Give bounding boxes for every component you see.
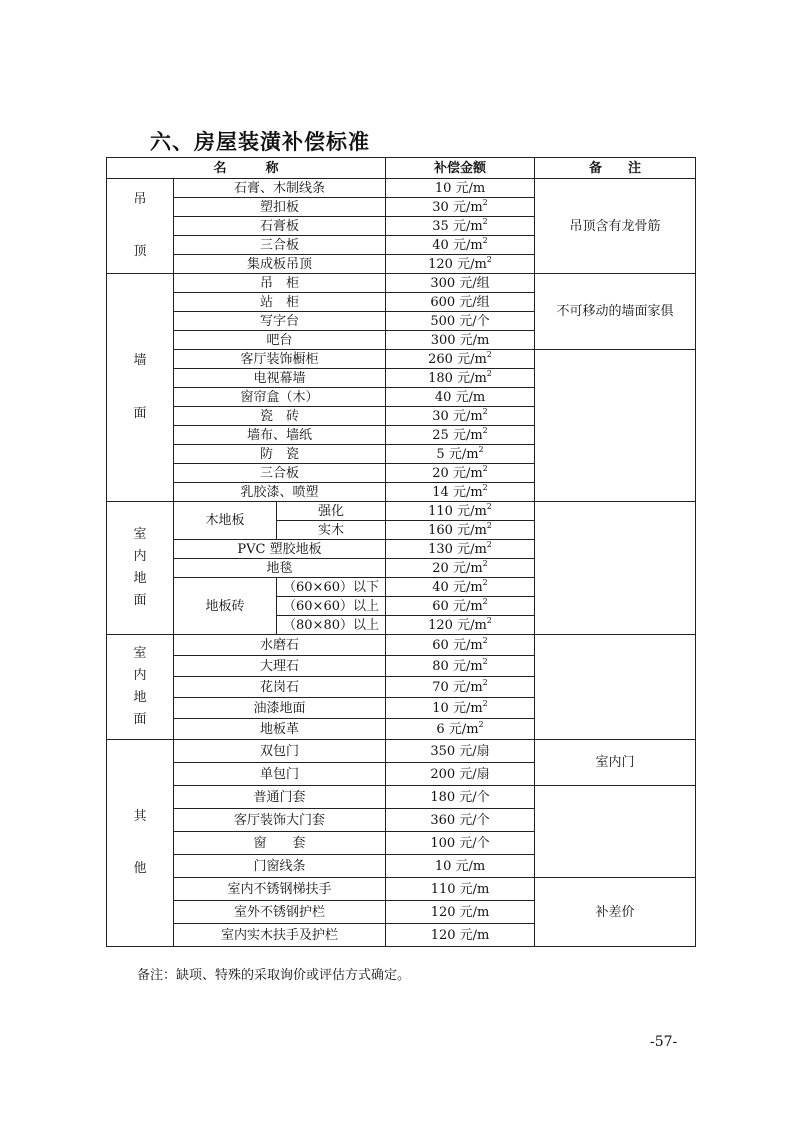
amount-cell	[386, 878, 535, 901]
page-number: -57-	[650, 1034, 678, 1050]
category-char: 面	[133, 712, 147, 728]
category-cell	[107, 740, 174, 947]
amount-cell-text: 30 元/m	[432, 199, 483, 215]
amount-cell-text: 120 元/m	[430, 927, 490, 943]
amount-cell-text: 200 元/扇	[430, 766, 490, 782]
amount-cell-text: 130 元/m	[428, 541, 487, 557]
item-name	[174, 255, 386, 274]
category-char: 顶	[133, 244, 147, 259]
amount-cell-text: 25 元/m	[432, 427, 483, 443]
amount-cell	[386, 521, 535, 540]
amount-cell-text: 120 元/m	[430, 904, 490, 920]
table-row	[107, 635, 696, 656]
amount-cell	[386, 426, 535, 445]
unit-superscript: 2	[482, 635, 488, 645]
amount-cell	[386, 464, 535, 483]
item-name	[174, 350, 386, 369]
unit-superscript: 2	[486, 368, 492, 378]
amount-cell	[386, 901, 535, 924]
item-name	[174, 179, 386, 198]
amount-cell-text: 20 元/m	[432, 560, 483, 576]
category-char: 室	[133, 526, 147, 542]
item-name	[174, 236, 386, 255]
category-char: 面	[133, 405, 147, 421]
amount-cell-text: 80 元/m	[432, 658, 483, 674]
item-name-text: 瓷 砖	[260, 408, 300, 424]
category-cell	[107, 179, 174, 274]
amount-cell	[386, 740, 535, 763]
amount-cell-text: 60 元/m	[432, 598, 483, 614]
item-name	[174, 677, 386, 698]
spacer	[107, 211, 173, 241]
amount-cell	[386, 677, 535, 698]
item-name	[174, 198, 386, 217]
amount-cell-text: 120 元/m	[428, 617, 487, 633]
item-name-text: 站 柜	[260, 294, 300, 310]
remark-cell-text: 吊顶含有龙骨筋	[569, 218, 661, 234]
page-title: 六、房屋装潢补偿标准	[150, 130, 370, 154]
amount-cell	[386, 656, 535, 677]
item-name-text: （80×80）以上	[283, 617, 379, 633]
item-name	[174, 331, 386, 350]
table-row	[107, 878, 696, 901]
amount-cell	[386, 293, 535, 312]
item-name	[174, 786, 386, 809]
amount-cell-text: 70 元/m	[432, 679, 483, 695]
item-name	[174, 274, 386, 293]
remark-cell-empty	[535, 502, 696, 635]
item-name	[174, 559, 386, 578]
category-cell	[107, 502, 174, 635]
amount-cell-text: 120 元/m	[428, 256, 487, 272]
category-char: 他	[133, 861, 147, 876]
remark-cell-text: 补差价	[595, 904, 635, 920]
amount-cell-text: 5 元/m	[436, 446, 479, 462]
item-name	[174, 763, 386, 786]
item-name	[174, 445, 386, 464]
item-name-text: 客厅装饰大门套	[234, 812, 326, 828]
item-name-text: 电视幕墙	[253, 370, 306, 386]
category-cell	[107, 274, 174, 502]
unit-superscript: 2	[486, 520, 492, 530]
item-name-text: 实木	[318, 522, 345, 538]
amount-cell	[386, 698, 535, 719]
category-char: 内	[133, 548, 147, 564]
item-name-text: 吧台	[266, 332, 293, 348]
item-name	[174, 483, 386, 502]
header-amount	[386, 158, 535, 179]
item-name-text: 花岗石	[260, 679, 300, 695]
item-name-text: 窗 套	[253, 835, 306, 851]
amount-cell	[386, 445, 535, 464]
amount-cell	[386, 502, 535, 521]
category-char: 地	[133, 571, 147, 586]
item-name-text: 石膏、木制线条	[234, 180, 326, 196]
item-name-text: 墙布、墙纸	[247, 427, 313, 443]
item-name-text: 地板革	[260, 721, 300, 737]
amount-cell-text: 10 元/m	[432, 700, 483, 716]
amount-cell	[386, 809, 535, 832]
item-name-text: 地毯	[266, 560, 293, 576]
item-name-text: PVC 塑胶地板	[237, 541, 322, 557]
item-name	[174, 901, 386, 924]
amount-cell-text: 20 元/m	[432, 465, 483, 481]
item-name	[174, 407, 386, 426]
item-name	[174, 832, 386, 855]
amount-cell	[386, 786, 535, 809]
item-name	[174, 293, 386, 312]
amount-cell-text: 40 元/m	[432, 579, 483, 595]
unit-superscript: 2	[482, 482, 488, 492]
amount-cell-text: 14 元/m	[432, 484, 483, 500]
amount-cell-text: 260 元/m	[428, 351, 487, 367]
item-name-text: 室内不锈钢梯扶手	[227, 881, 332, 897]
table-row	[107, 502, 696, 521]
item-name	[174, 635, 386, 656]
item-name-text: 吊 柜	[260, 275, 300, 291]
unit-superscript: 2	[482, 698, 488, 708]
category-char: 地	[133, 690, 147, 705]
unit-superscript: 2	[482, 577, 488, 587]
amount-cell-text: 600 元/组	[430, 294, 490, 310]
item-name-text: 单包门	[260, 766, 300, 782]
amount-cell	[386, 255, 535, 274]
item-name-text: 三合板	[260, 465, 300, 481]
category-cell	[107, 635, 174, 740]
amount-cell-text: 180 元/个	[430, 789, 490, 805]
table-row	[107, 158, 696, 179]
subgroup-label	[174, 502, 277, 540]
item-name-text: 乳胶漆、喷塑	[240, 484, 319, 500]
header-name	[107, 158, 386, 179]
remark-cell-empty	[535, 635, 696, 740]
remark-cell-text: 不可移动的墙面家俱	[556, 304, 674, 319]
compensation-table	[106, 157, 696, 947]
amount-cell-text: 10 元/m	[434, 858, 486, 874]
unit-superscript: 2	[478, 719, 484, 729]
unit-superscript: 2	[482, 197, 488, 207]
amount-cell-text: 110 元/m	[430, 881, 490, 897]
amount-cell-text: 500 元/个	[430, 313, 490, 329]
unit-superscript: 2	[482, 656, 488, 666]
amount-cell-text: 40 元/m	[434, 389, 486, 405]
unit-superscript: 2	[486, 254, 492, 264]
remark-cell	[535, 274, 696, 350]
item-name	[174, 924, 386, 947]
item-name-text: 客厅装饰橱柜	[240, 351, 319, 367]
header-amount-text: 补偿金额	[434, 160, 487, 176]
unit-superscript: 2	[482, 235, 488, 245]
header-name-text: 名 称	[213, 160, 279, 176]
spacer	[107, 373, 173, 403]
item-name-text: （60×60）以下	[283, 579, 379, 595]
amount-cell	[386, 217, 535, 236]
amount-cell	[386, 855, 535, 878]
category-char: 面	[133, 593, 147, 609]
item-name	[277, 521, 386, 540]
amount-cell	[386, 350, 535, 369]
header-remark-text: 备 注	[589, 160, 642, 176]
item-name-text: 集成板吊顶	[247, 256, 313, 272]
item-name-text: （60×60）以上	[283, 598, 379, 614]
item-name	[174, 217, 386, 236]
amount-cell	[386, 198, 535, 217]
item-name-text: 室外不锈钢护栏	[234, 904, 326, 920]
remark-cell	[535, 740, 696, 786]
subgroup-label-text: 木地板	[205, 513, 245, 528]
item-name-text: 室内实木扶手及护栏	[221, 927, 339, 943]
unit-superscript: 2	[486, 615, 492, 625]
item-name	[174, 312, 386, 331]
item-name	[174, 719, 386, 740]
item-name-text: 大理石	[260, 658, 300, 674]
amount-cell	[386, 312, 535, 331]
amount-cell	[386, 924, 535, 947]
amount-cell-text: 180 元/m	[428, 370, 487, 386]
item-name	[174, 388, 386, 407]
amount-cell	[386, 559, 535, 578]
table-row	[107, 740, 696, 763]
remark-cell-empty	[535, 350, 696, 502]
amount-cell	[386, 719, 535, 740]
item-name-text: 普通门套	[253, 789, 306, 805]
table-row	[107, 179, 696, 198]
amount-cell	[386, 635, 535, 656]
amount-cell	[386, 331, 535, 350]
amount-cell	[386, 597, 535, 616]
amount-cell-text: 35 元/m	[432, 218, 483, 234]
item-name-text: 门窗线条	[253, 858, 306, 874]
item-name-text: 塑扣板	[260, 199, 300, 215]
subgroup-label-text: 地板砖	[205, 598, 245, 614]
unit-superscript: 2	[482, 216, 488, 226]
item-name-text: 水磨石	[260, 637, 300, 653]
unit-superscript: 2	[486, 349, 492, 359]
unit-superscript: 2	[482, 596, 488, 606]
unit-superscript: 2	[478, 444, 484, 454]
unit-superscript: 2	[482, 558, 488, 568]
item-name	[174, 369, 386, 388]
spacer	[107, 828, 173, 858]
item-name	[277, 597, 386, 616]
item-name	[277, 502, 386, 521]
item-name	[174, 809, 386, 832]
item-name	[174, 656, 386, 677]
amount-cell-text: 6 元/m	[436, 721, 479, 737]
item-name-text: 防 瓷	[260, 446, 300, 462]
amount-cell	[386, 179, 535, 198]
amount-cell-text: 160 元/m	[428, 522, 487, 538]
amount-cell	[386, 407, 535, 426]
remark-cell-text: 室内门	[595, 755, 635, 770]
item-name	[174, 878, 386, 901]
item-name	[174, 855, 386, 878]
amount-cell-text: 300 元/m	[430, 332, 490, 348]
item-name	[277, 578, 386, 597]
amount-cell-text: 40 元/m	[432, 237, 483, 253]
table-row	[107, 786, 696, 809]
category-char: 内	[133, 667, 147, 683]
unit-superscript: 2	[482, 677, 488, 687]
unit-superscript: 2	[482, 425, 488, 435]
amount-cell	[386, 763, 535, 786]
amount-cell-text: 100 元/个	[430, 835, 490, 851]
amount-cell	[386, 388, 535, 407]
category-char: 吊	[133, 191, 147, 207]
item-name	[277, 616, 386, 635]
unit-superscript: 2	[482, 463, 488, 473]
item-name	[174, 740, 386, 763]
amount-cell	[386, 616, 535, 635]
amount-cell-text: 110 元/m	[428, 503, 487, 519]
footnote: 备注：缺项、特殊的采取询价或评估方式确定。	[137, 968, 411, 983]
remark-cell	[535, 179, 696, 274]
table-row	[107, 350, 696, 369]
unit-superscript: 2	[486, 539, 492, 549]
amount-cell	[386, 236, 535, 255]
item-name-text: 油漆地面	[253, 700, 306, 716]
item-name-text: 石膏板	[260, 218, 300, 234]
item-name	[174, 426, 386, 445]
amount-cell-text: 10 元/m	[434, 180, 486, 196]
amount-cell	[386, 369, 535, 388]
item-name	[174, 698, 386, 719]
item-name-text: 写字台	[260, 313, 300, 329]
amount-cell	[386, 483, 535, 502]
category-char: 其	[133, 808, 147, 824]
amount-cell	[386, 832, 535, 855]
amount-cell	[386, 540, 535, 559]
amount-cell-text: 300 元/组	[430, 275, 490, 291]
amount-cell-text: 350 元/扇	[430, 743, 490, 759]
item-name-text: 双包门	[260, 743, 300, 759]
amount-cell-text: 360 元/个	[430, 812, 490, 828]
item-name-text: 三合板	[260, 237, 300, 253]
amount-cell-text: 30 元/m	[432, 408, 483, 424]
table-row	[107, 274, 696, 293]
subgroup-label	[174, 578, 277, 635]
item-name-text: 强化	[318, 503, 345, 519]
unit-superscript: 2	[482, 406, 488, 416]
amount-cell-text: 60 元/m	[432, 637, 483, 653]
remark-cell-empty	[535, 786, 696, 878]
category-char: 墙	[133, 353, 147, 369]
item-name	[174, 464, 386, 483]
amount-cell	[386, 578, 535, 597]
header-remark	[535, 158, 696, 179]
item-name	[174, 540, 386, 559]
item-name-text: 窗帘盒（木）	[240, 389, 319, 405]
remark-cell	[535, 878, 696, 947]
unit-superscript: 2	[486, 501, 492, 511]
amount-cell	[386, 274, 535, 293]
category-char: 室	[133, 645, 147, 661]
